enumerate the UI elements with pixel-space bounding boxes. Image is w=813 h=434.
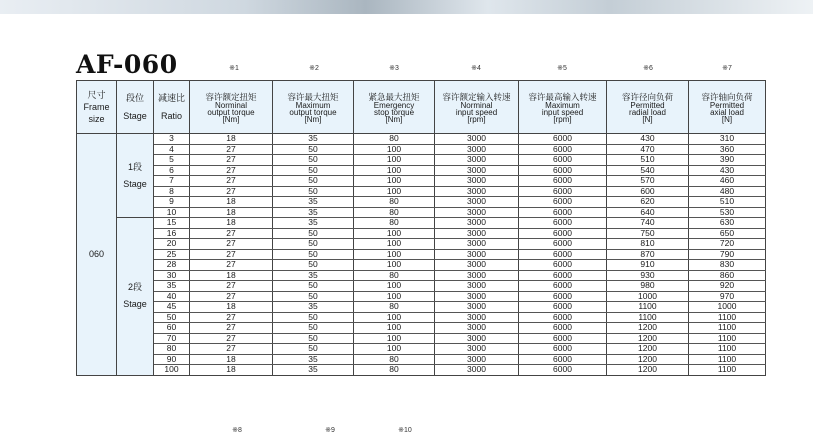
ratio-cell: 60 (154, 323, 190, 334)
value-cell: 100 (354, 323, 435, 334)
value-cell: 6000 (519, 155, 607, 166)
spec-table-body (77, 134, 766, 376)
value-cell: 980 (607, 281, 689, 292)
value-cell: 6000 (519, 354, 607, 365)
value-cell: 6000 (519, 134, 607, 145)
value-cell: 80 (354, 354, 435, 365)
note-marker: ※2 (309, 65, 319, 72)
value-cell: 27 (190, 165, 273, 176)
value-cell: 100 (354, 344, 435, 355)
table-row (77, 281, 766, 292)
value-cell: 3000 (435, 155, 519, 166)
value-cell: 6000 (519, 344, 607, 355)
value-cell: 27 (190, 228, 273, 239)
ratio-cell: 5 (154, 155, 190, 166)
value-cell: 6000 (519, 207, 607, 218)
table-row (77, 354, 766, 365)
value-cell: 3000 (435, 176, 519, 187)
value-cell: 920 (689, 281, 766, 292)
value-cell: 50 (273, 176, 354, 187)
value-cell: 50 (273, 333, 354, 344)
ratio-cell: 30 (154, 270, 190, 281)
ratio-cell: 7 (154, 176, 190, 187)
table-row (77, 333, 766, 344)
value-cell: 510 (689, 197, 766, 208)
value-cell: 27 (190, 186, 273, 197)
value-cell: 35 (273, 354, 354, 365)
table-row (77, 260, 766, 271)
value-cell: 910 (607, 260, 689, 271)
value-cell: 35 (273, 134, 354, 145)
value-cell: 18 (190, 365, 273, 376)
value-cell: 1100 (607, 302, 689, 313)
value-cell: 1100 (689, 312, 766, 323)
stage-label-cn: 2段 (127, 282, 142, 293)
note-marker: ※5 (557, 65, 567, 72)
value-cell: 50 (273, 186, 354, 197)
value-cell: 35 (273, 302, 354, 313)
note-marker: ※4 (471, 65, 481, 72)
value-cell: 3000 (435, 134, 519, 145)
table-row (77, 165, 766, 176)
value-cell: 3000 (435, 144, 519, 155)
value-cell: 570 (607, 176, 689, 187)
ratio-cell: 3 (154, 134, 190, 145)
value-cell: 6000 (519, 333, 607, 344)
value-cell: 970 (689, 291, 766, 302)
table-row (77, 228, 766, 239)
value-cell: 50 (273, 239, 354, 250)
ratio-cell: 10 (154, 207, 190, 218)
value-cell: 6000 (519, 239, 607, 250)
ratio-cell: 40 (154, 291, 190, 302)
value-cell: 6000 (519, 186, 607, 197)
value-cell: 3000 (435, 333, 519, 344)
value-cell: 100 (354, 176, 435, 187)
value-cell: 50 (273, 155, 354, 166)
value-cell: 80 (354, 270, 435, 281)
ratio-cell: 100 (154, 365, 190, 376)
value-cell: 430 (689, 165, 766, 176)
stage-label-en: Stage (123, 299, 147, 310)
note-marker: ※8 (232, 427, 242, 434)
value-cell: 80 (354, 207, 435, 218)
value-cell: 18 (190, 218, 273, 229)
value-cell: 6000 (519, 312, 607, 323)
value-cell: 460 (689, 176, 766, 187)
value-cell: 27 (190, 291, 273, 302)
value-cell: 18 (190, 207, 273, 218)
header-axial-load: 容许轴向负荷 Permitted axial load [N] (689, 81, 766, 134)
value-cell: 3000 (435, 323, 519, 334)
header-max-output-torque: 容许最大扭矩 Maximum output torque [Nm] (273, 81, 354, 134)
value-cell: 390 (689, 155, 766, 166)
header-nominal-input-speed: 容许额定输入转速 Norminal input speed [rpm] (435, 81, 519, 134)
value-cell: 80 (354, 218, 435, 229)
value-cell: 860 (689, 270, 766, 281)
value-cell: 6000 (519, 197, 607, 208)
ratio-cell: 8 (154, 186, 190, 197)
ratio-cell: 90 (154, 354, 190, 365)
value-cell: 100 (354, 144, 435, 155)
value-cell: 27 (190, 281, 273, 292)
header-emergency-stop-torque: 紧急最大扭矩 Emergency stop torque [Nm] (354, 81, 435, 134)
value-cell: 360 (689, 144, 766, 155)
header-radial-load: 容许径向负荷 Permitted radial load [N] (607, 81, 689, 134)
value-cell: 27 (190, 312, 273, 323)
value-cell: 100 (354, 239, 435, 250)
value-cell: 100 (354, 155, 435, 166)
value-cell: 1100 (607, 312, 689, 323)
table-row (77, 134, 766, 145)
ratio-cell: 6 (154, 165, 190, 176)
value-cell: 6000 (519, 323, 607, 334)
table-row (77, 176, 766, 187)
value-cell: 3000 (435, 186, 519, 197)
value-cell: 6000 (519, 302, 607, 313)
value-cell: 35 (273, 218, 354, 229)
value-cell: 640 (607, 207, 689, 218)
value-cell: 6000 (519, 165, 607, 176)
value-cell: 720 (689, 239, 766, 250)
value-cell: 6000 (519, 270, 607, 281)
value-cell: 3000 (435, 270, 519, 281)
ratio-cell: 9 (154, 197, 190, 208)
value-cell: 1100 (689, 354, 766, 365)
value-cell: 27 (190, 333, 273, 344)
note-marker: ※7 (722, 65, 732, 72)
value-cell: 50 (273, 260, 354, 271)
stage-label-en: Stage (123, 178, 147, 189)
value-cell: 1100 (689, 344, 766, 355)
value-cell: 3000 (435, 249, 519, 260)
value-cell: 1200 (607, 333, 689, 344)
note-marker: ※9 (325, 427, 335, 434)
value-cell: 27 (190, 155, 273, 166)
note-marker: ※10 (398, 427, 412, 434)
value-cell: 100 (354, 186, 435, 197)
value-cell: 830 (689, 260, 766, 271)
value-cell: 6000 (519, 291, 607, 302)
table-row (77, 249, 766, 260)
value-cell: 540 (607, 165, 689, 176)
value-cell: 790 (689, 249, 766, 260)
value-cell: 470 (607, 144, 689, 155)
value-cell: 35 (273, 207, 354, 218)
ratio-cell: 20 (154, 239, 190, 250)
value-cell: 6000 (519, 218, 607, 229)
table-row (77, 291, 766, 302)
value-cell: 1000 (607, 291, 689, 302)
value-cell: 750 (607, 228, 689, 239)
value-cell: 100 (354, 281, 435, 292)
header-stage: 段位 Stage (117, 81, 154, 134)
value-cell: 870 (607, 249, 689, 260)
value-cell: 100 (354, 333, 435, 344)
value-cell: 100 (354, 312, 435, 323)
value-cell: 1100 (689, 323, 766, 334)
value-cell: 50 (273, 323, 354, 334)
value-cell: 50 (273, 312, 354, 323)
value-cell: 3000 (435, 239, 519, 250)
ratio-cell: 25 (154, 249, 190, 260)
value-cell: 100 (354, 260, 435, 271)
table-row (77, 197, 766, 208)
header-row (77, 81, 766, 134)
value-cell: 650 (689, 228, 766, 239)
value-cell: 18 (190, 134, 273, 145)
ratio-cell: 50 (154, 312, 190, 323)
table-row (77, 144, 766, 155)
value-cell: 50 (273, 291, 354, 302)
value-cell: 27 (190, 144, 273, 155)
value-cell: 35 (273, 365, 354, 376)
value-cell: 27 (190, 176, 273, 187)
value-cell: 530 (689, 207, 766, 218)
value-cell: 50 (273, 144, 354, 155)
value-cell: 100 (354, 228, 435, 239)
table-row (77, 344, 766, 355)
value-cell: 18 (190, 354, 273, 365)
stage-label-cn: 1段 (127, 161, 142, 172)
value-cell: 1100 (689, 365, 766, 376)
spec-table (76, 80, 766, 376)
value-cell: 310 (689, 134, 766, 145)
value-cell: 630 (689, 218, 766, 229)
frame-size-cell: 060 (77, 134, 117, 376)
value-cell: 930 (607, 270, 689, 281)
ratio-cell: 16 (154, 228, 190, 239)
table-row (77, 186, 766, 197)
note-marker: ※3 (389, 65, 399, 72)
header-max-input-speed: 容许最高输入转速 Maximum input speed [rpm] (519, 81, 607, 134)
value-cell: 27 (190, 344, 273, 355)
header-ratio: 减速比 Ratio (154, 81, 190, 134)
top-decorative-banner (0, 0, 813, 14)
value-cell: 3000 (435, 302, 519, 313)
value-cell: 3000 (435, 197, 519, 208)
ratio-cell: 28 (154, 260, 190, 271)
value-cell: 18 (190, 270, 273, 281)
table-row (77, 365, 766, 376)
value-cell: 18 (190, 302, 273, 313)
page-title: AF-060 (76, 50, 178, 79)
value-cell: 1100 (689, 333, 766, 344)
value-cell: 6000 (519, 281, 607, 292)
value-cell: 3000 (435, 165, 519, 176)
table-row (77, 302, 766, 313)
ratio-cell: 15 (154, 218, 190, 229)
value-cell: 3000 (435, 291, 519, 302)
value-cell: 100 (354, 291, 435, 302)
value-cell: 600 (607, 186, 689, 197)
value-cell: 27 (190, 323, 273, 334)
value-cell: 6000 (519, 260, 607, 271)
ratio-cell: 4 (154, 144, 190, 155)
value-cell: 1200 (607, 354, 689, 365)
value-cell: 27 (190, 249, 273, 260)
value-cell: 3000 (435, 281, 519, 292)
value-cell: 27 (190, 260, 273, 271)
value-cell: 6000 (519, 144, 607, 155)
value-cell: 740 (607, 218, 689, 229)
table-row (77, 155, 766, 166)
note-marker: ※1 (229, 65, 239, 72)
value-cell: 430 (607, 134, 689, 145)
table-row (77, 207, 766, 218)
value-cell: 6000 (519, 365, 607, 376)
value-cell: 1200 (607, 344, 689, 355)
value-cell: 50 (273, 249, 354, 260)
header-nominal-output-torque: 容许额定扭矩 Norminal output torque [Nm] (190, 81, 273, 134)
column-note-markers (0, 64, 813, 76)
value-cell: 80 (354, 134, 435, 145)
table-row (77, 312, 766, 323)
ratio-cell: 80 (154, 344, 190, 355)
table-row (77, 218, 766, 229)
note-marker: ※6 (643, 65, 653, 72)
value-cell: 100 (354, 249, 435, 260)
value-cell: 18 (190, 197, 273, 208)
ratio-cell: 45 (154, 302, 190, 313)
ratio-cell: 70 (154, 333, 190, 344)
value-cell: 3000 (435, 344, 519, 355)
value-cell: 3000 (435, 365, 519, 376)
value-cell: 6000 (519, 228, 607, 239)
table-row (77, 270, 766, 281)
value-cell: 1200 (607, 323, 689, 334)
value-cell: 35 (273, 270, 354, 281)
ratio-cell: 35 (154, 281, 190, 292)
value-cell: 50 (273, 165, 354, 176)
value-cell: 80 (354, 197, 435, 208)
value-cell: 1000 (689, 302, 766, 313)
value-cell: 510 (607, 155, 689, 166)
value-cell: 620 (607, 197, 689, 208)
value-cell: 810 (607, 239, 689, 250)
value-cell: 3000 (435, 260, 519, 271)
value-cell: 6000 (519, 176, 607, 187)
value-cell: 80 (354, 302, 435, 313)
value-cell: 50 (273, 281, 354, 292)
table-row (77, 239, 766, 250)
value-cell: 80 (354, 365, 435, 376)
value-cell: 3000 (435, 228, 519, 239)
value-cell: 3000 (435, 312, 519, 323)
stage-cell (117, 218, 154, 376)
value-cell: 27 (190, 239, 273, 250)
value-cell: 3000 (435, 207, 519, 218)
stage-cell (117, 134, 154, 218)
value-cell: 35 (273, 197, 354, 208)
value-cell: 50 (273, 228, 354, 239)
table-row (77, 323, 766, 334)
value-cell: 100 (354, 165, 435, 176)
header-frame-size: 尺寸 Frame size (77, 81, 117, 134)
value-cell: 480 (689, 186, 766, 197)
value-cell: 6000 (519, 249, 607, 260)
value-cell: 1200 (607, 365, 689, 376)
value-cell: 3000 (435, 354, 519, 365)
value-cell: 3000 (435, 218, 519, 229)
value-cell: 50 (273, 344, 354, 355)
